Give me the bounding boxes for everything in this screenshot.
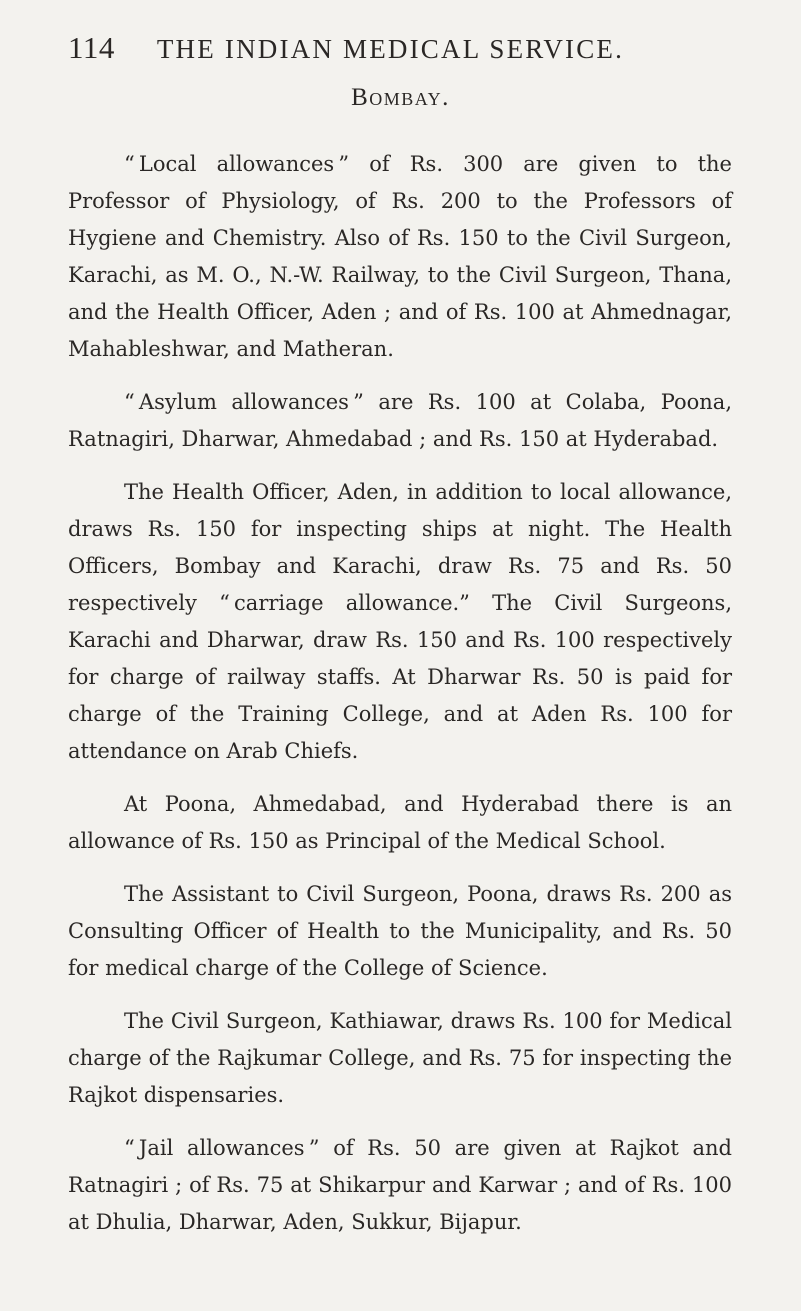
- running-head: [68, 30, 720, 70]
- running-title: THE INDIAN MEDICAL SERVICE.: [156, 34, 625, 64]
- paragraph-jail-allowances: “ Jail allowances ” of Rs. 50 are given at Rajkot and Ratnagiri ; of Rs. 75 at Shikarpur and Karwar ; and of Rs. 100 at Dhulia, Dharwar, Aden, Sukkur, Bijapur.: [68, 1136, 732, 1234]
- paragraph-assistant-civil-surgeon: The Assistant to Civil Surgeon, Poona, draws Rs. 200 as Consulting Officer of Health to the Municipality, and Rs. 50 for medical charge of the College of Science.: [68, 882, 732, 980]
- paragraph-asylum-allowances: “ Asylum allowances ” are Rs. 100 at Colaba, Poona, Ratnagiri, Dharwar, Ahmedabad ; and Rs. 150 at Hyderabad.: [68, 390, 732, 451]
- section-heading: Bombay.: [351, 84, 450, 111]
- paragraph-health-officer-aden: The Health Officer, Aden, in addition to local allowance, draws Rs. 150 for inspecting ships at night. The Health Officers, Bombay and Karachi, draw Rs. 75 and Rs. 50 respectively “ carriage allowance.” The Civil Surgeons, Karachi and Dharwar, draw Rs. 150 and Rs. 100 respectively for charge of railway staffs. At Dharwar Rs. 50 is paid for charge of the Training College, and at Aden Rs. 100 for attendance on Arab Chiefs.: [68, 480, 732, 763]
- body-text: [68, 146, 732, 1241]
- paragraph-local-allowances: “ Local allowances ” of Rs. 300 are given to the Professor of Physiology, of Rs. 200 to the Professors of Hygiene and Chemistry. Also of Rs. 150 to the Civil Surgeon, Karachi, as M. O., N.-W. Railway, to the Civil Surgeon, Thana, and the Health Officer, Aden ; and of Rs. 100 at Ahmednagar, Mahableshwar, and Matheran.: [68, 152, 732, 361]
- paragraph-civil-surgeon-kathiawar: The Civil Surgeon, Kathiawar, draws Rs. 100 for Medical charge of the Rajkumar College, and Rs. 75 for inspecting the Rajkot dispensaries.: [68, 1009, 732, 1107]
- paragraph-medical-school-principal: At Poona, Ahmedabad, and Hyderabad there is an allowance of Rs. 150 as Principal of the Medical School.: [68, 792, 732, 853]
- page-number: 114: [68, 30, 115, 65]
